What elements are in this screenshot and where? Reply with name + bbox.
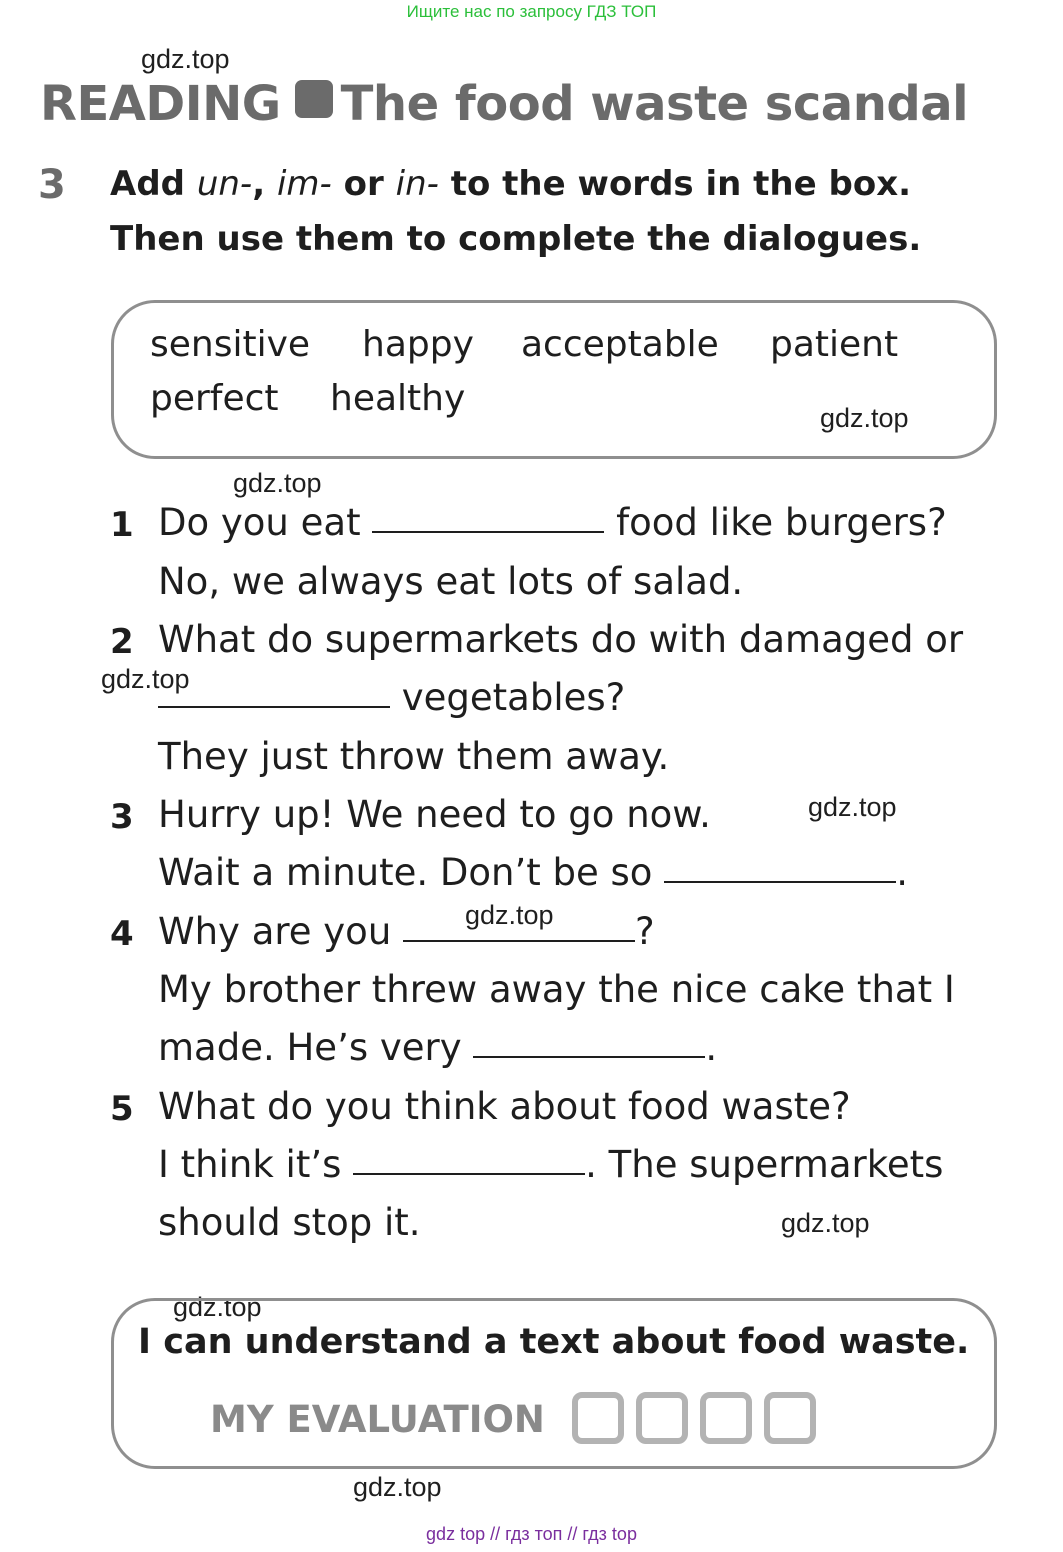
evaluation-checkbox[interactable] [700, 1392, 752, 1444]
watermark-text: gdz.top [233, 468, 322, 498]
watermark-text: gdz.top [465, 900, 554, 930]
exercise-number: 3 [38, 162, 66, 208]
word-item: healthy [330, 378, 466, 419]
question-line: What do you think about food waste? [158, 1085, 851, 1128]
answer-blank[interactable] [158, 705, 390, 708]
section-label: READING [40, 76, 281, 132]
answer-text: . [896, 851, 908, 894]
answer-blank[interactable] [473, 1055, 705, 1058]
question-text: food like burgers? [604, 501, 947, 544]
top-banner: Ищите нас по запросу ГДЗ ТОП [406, 2, 657, 21]
prefix-im: im- [276, 164, 332, 204]
instruction-text: , [252, 164, 277, 204]
watermark-text: gdz.top [353, 1472, 442, 1502]
prefix-un: un- [196, 164, 253, 204]
watermark-text: gdz.top [781, 1208, 870, 1238]
instruction-text: or [331, 164, 396, 204]
question-line [158, 910, 655, 953]
question-text: vegetables? [390, 676, 626, 719]
word-item: acceptable [521, 324, 719, 365]
watermark-text: gdz.top [101, 664, 190, 694]
word-item: patient [770, 324, 899, 365]
footer-links: gdz top // гдз топ // гдз top [426, 1524, 637, 1544]
question-number: 2 [110, 622, 134, 662]
answer-line [158, 1143, 943, 1186]
watermark-text: gdz.top [808, 792, 897, 822]
question-number: 1 [110, 505, 134, 545]
heading-square-bullet [295, 80, 333, 118]
word-item: perfect [150, 378, 279, 419]
question-number: 4 [110, 914, 134, 954]
answer-text: . [705, 1026, 718, 1069]
answer-line: should stop it. [158, 1201, 421, 1244]
instruction-text: to the words in the box. [438, 164, 912, 204]
evaluation-checkbox[interactable] [636, 1392, 688, 1444]
answer-blank[interactable] [664, 880, 896, 883]
answer-text: I think it’s [158, 1143, 354, 1186]
instruction-text: Add [110, 164, 197, 204]
question-line [158, 676, 625, 719]
question-line [158, 501, 947, 544]
answer-text: made. He’s very [158, 1026, 474, 1069]
answer-blank[interactable] [353, 1172, 585, 1175]
question-line: What do supermarkets do with damaged or [158, 618, 964, 661]
prefix-in: in- [395, 164, 439, 204]
word-item: happy [362, 324, 474, 365]
question-text: Do you eat [158, 501, 373, 544]
exercise-instruction [110, 164, 911, 204]
section-title: The food waste scandal [340, 76, 969, 132]
evaluation-label: MY EVALUATION [210, 1398, 545, 1441]
can-do-statement: I can understand a text about food waste. [138, 1322, 970, 1362]
word-item: sensitive [150, 324, 311, 365]
answer-blank[interactable] [403, 939, 635, 942]
evaluation-checkbox[interactable] [764, 1392, 816, 1444]
exercise-instruction-line2: Then use them to complete the dialogues. [110, 219, 922, 259]
answer-line [158, 851, 908, 894]
section-heading [40, 76, 968, 132]
answer-text: Wait a minute. Don’t be so [158, 851, 665, 894]
question-number: 3 [110, 797, 134, 837]
question-line: Hurry up! We need to go now. [158, 793, 711, 836]
question-number: 5 [110, 1089, 134, 1129]
answer-line: They just throw them away. [158, 735, 670, 778]
question-text: Why are you [158, 910, 404, 953]
answer-line: No, we always eat lots of salad. [158, 560, 744, 603]
watermark-text: gdz.top [820, 403, 909, 433]
answer-line [158, 1026, 717, 1069]
evaluation-checkbox[interactable] [572, 1392, 624, 1444]
watermark-text: gdz.top [173, 1292, 262, 1322]
question-text: ? [635, 910, 655, 953]
answer-text: . The supermarkets [585, 1143, 944, 1186]
answer-line: My brother threw away the nice cake that I [158, 968, 955, 1011]
answer-blank[interactable] [372, 530, 604, 533]
watermark-text: gdz.top [141, 44, 230, 74]
